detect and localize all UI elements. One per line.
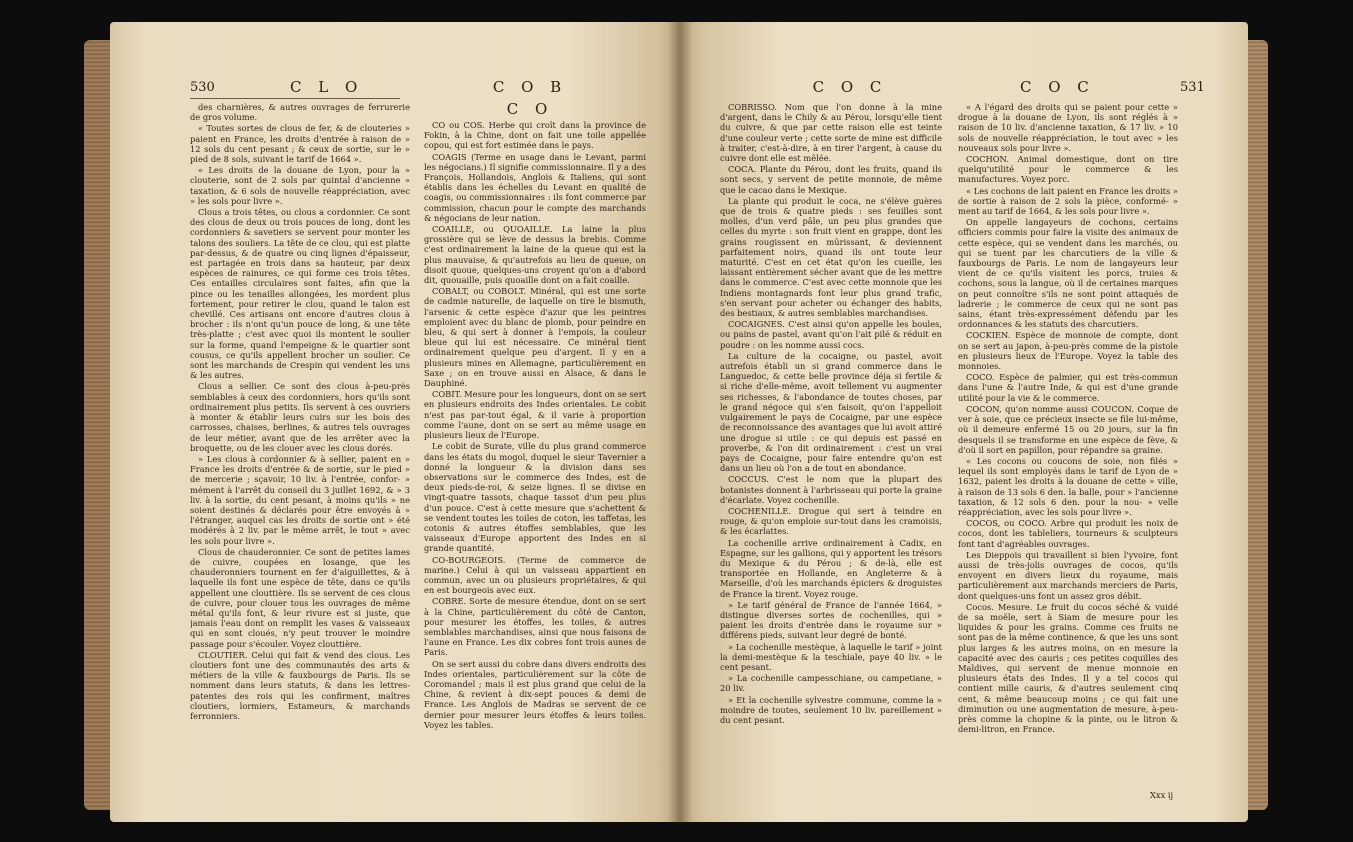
left-col1-paragraph: » Les clous à cordonnier & à sellier, paient en » France les droits d'entrée & de sortie, sur le pied » de mercerie ; sçavoir, 10 liv. à l'entrée, confor- » mément à l'arrêt du conseil du 3 juillet 1692, & » 3 liv. à la sortie, du cent pesant, à moins qu'ils » ne soient destinés & déclarés pour être envoyés à » l'étranger, auquel cas les droits de sortie ont » été modérés à 2 liv. par le même arrêt, le tout » avec les sols pour livre ». (190, 453, 410, 546)
right-col2-paragraph: COCON, qu'on nomme aussi COUCON. Coque de ver à soie, que ce précieux insecte se file lui-même, où il demeure enfermé 15 ou 20 jours, sur la fin desquels il se transforme en une espèce de fève, & d'où il sort en papillon, pour répandre sa graine. (958, 403, 1178, 455)
signature-mark: Xxx ij (1150, 790, 1174, 800)
right-page (680, 22, 1248, 822)
right-col1-paragraph: » Le tarif général de France de l'année 1664, » distingue diverses sortes de cochenilles, qui » paient les droits d'entrée dans le royaume sur » différens pieds, suivant leur degré de bonté. (720, 599, 942, 641)
right-col1-paragraph: COCHENILLE. Drogue qui sert à teindre en rouge, & qu'on emploie sur-tout dans les cramoisis, & les écarlattes. (720, 505, 942, 537)
left-col1-paragraph: Clous a trois têtes, ou clous a cordonnier. Ce sont des clous de deux ou trois pouces de long, dont les cordonniers & savetiers se servent pour monter les talons des souliers. La tête de ce clou, qui est platte par-dessus, & de quatre ou cinq lignes d'épaisseur, est partagée en trois dans sa hauteur, par deux espèces de rainures, ce qui forme ces trois têtes. Ces entailles circulaires sont faites, afin que la pince ou les tenailles allongées, les mordent plus fortement, pour retirer le clou, quand le talon est chevillé. Ces artisans ont encore d'autres clous à brocher : ils n'ont qu'un pouce de long, & une tête très-platte ; c'est avec quoi ils montent le soulier sur la forme, quand l'empeigne & le quartier sont cousus, ce qu'ils appellent brocher un soulier. Ce sont les marchands de Crespin qui vendent les uns & les autres. (190, 207, 410, 381)
left-col2-heading-top: C O B (492, 78, 568, 96)
left-col2-heading-bottom: C O (506, 100, 554, 118)
right-col2-paragraph: Les Dieppois qui travaillent si bien l'yvoire, font aussi de très-jolis ouvrages de cocos, qu'ils envoyent en divers lieux du royaume, mais particulièrement aux marchands merciers de Paris, dont quelques-uns font un assez gros débit. (958, 549, 1178, 601)
right-col1-paragraph: » La cochenille campesschiane, ou campetiane, » 20 liv. (720, 673, 942, 694)
left-head-rule (190, 98, 400, 99)
left-col2-paragraph: COBIT. Mesure pour les longueurs, dont on se sert en plusieurs endroits des Indes orientales. Le cobit n'est pas par-tout égal, & il varie à proportion comme l'aune, dont on se sert au même usage en plusieurs lieux de l'Europe. (424, 389, 646, 441)
right-col1-paragraph: COCA. Plante du Pérou, dont les fruits, quand ils sont secs, y servent de petite monnoie, de même que le cacao dans le Mexique. (720, 164, 942, 195)
right-col2-paragraph: COCKIEN. Espèce de monnoie de compte, dont on se sert au japon, à-peu-près comme de la pistole en plusieurs lieux de l'Europe. Voyez la table des monnoies. (958, 330, 1178, 372)
right-col2-paragraph: COCHON. Animal domestique, dont on tire quelqu'utilité pour le commerce & les manufactures. Voyez porc. (958, 154, 1178, 185)
left-col1-paragraph: « Les droits de la douane de Lyon, pour la » clouterie, sont de 2 sols par quintal d'ancienne » taxation, & 6 sols de nouvelle réappréciation, avec » les sols pour livre ». (190, 165, 410, 206)
right-col1-heading: C O C (812, 78, 888, 96)
right-col1-paragraph: » Et la cochenille sylvestre commune, comme la » moindre de toutes, seulement 10 liv. pareillement » du cent pesant. (720, 694, 942, 725)
right-column-1 (720, 102, 942, 802)
left-col2-paragraph: COBALT, ou COBOLT. Minéral, qui est une sorte de cadmie naturelle, de laquelle on tire le bismuth, l'arsenic & cette espèce d'azur que les peintres emploient avec du blanc de plomb, pour peindre en bleu, & qui sert à donner à l'empois, la couleur bleue qui lui est nécessaire. Ce minéral tient ordinairement quelque peu d'argent. Il y en a plusieurs mines en Allemagne, particulièrement en Saxe ; on en trouve aussi en Alsace, & dans le Dauphiné. (424, 286, 646, 389)
right-col2-paragraph: « Les cocons ou coucons de soie, non filés » lequel ils sont employés dans le tarif de Lyon de » 1632, paient les droits à la douane de cette » ville, à raison de 13 sols 6 den. la balle, pour » l'ancienne taxation, & 12 sols 6 den. pour la nou- » velle réappréciation, avec les sols pour livre ». (958, 455, 1178, 517)
right-col2-paragraph: COCOS, ou COCO. Arbre qui produit les noix de cocos, dont les tableliers, tourneurs & sculpteurs font tant d'agréables ouvrages. (958, 518, 1178, 549)
right-page-number: 531 (1180, 80, 1205, 95)
left-col1-paragraph: des charnières, & autres ouvrages de ferrurerie de gros volume. (190, 102, 410, 123)
right-col2-paragraph: « Les cochons de lait paient en France les droits » de sortie à raison de 2 sols la pièce, conformé- » ment au tarif de 1664, & les sols pour livre ». (958, 185, 1178, 217)
left-col1-paragraph: Clous a sellier. Ce sont des clous à-peu-près semblables à ceux des cordonniers, hors qu'ils sont ordinairement plus petits. Ils servent à ces ouvriers à monter & établir leurs cuirs sur les bois des carrosses, chaises, berlines, & autres tels ouvrages de leur métier, avant que de les arrêter avec la broquette, ou de les clouer avec les clous dorés. (190, 381, 410, 453)
right-col1-paragraph: COCCUS. C'est le nom que la plupart des botanistes donnent à l'arbrisseau qui porte la graine d'écarlate. Voyez cochenille. (720, 474, 942, 505)
left-col2-paragraph: COAILLE, ou QUOAILLE. La laine la plus grossière qui se lève de dessus la brebis. Comme c'est ordinairement la laine de la queue qui est la plus mauvaise, & qu'autrefois au lieu de queue, on disoit quoue, quelques-uns croyent qu'on a d'abord dit, quouaille, puis quoaille dont on a fait coaille. (424, 224, 646, 286)
right-col1-paragraph: COBRISSO. Nom que l'on donne à la mine d'argent, dans le Chily & au Pérou, lorsqu'elle tient du cuivre, & que par cette raison elle est teinte d'une couleur verte ; cette sorte de mine est difficile à traiter, c'est-à-dire, à en tirer l'argent, à cause du cuivre dont elle est mêlée. (720, 102, 942, 164)
right-col1-paragraph: La culture de la cocaigne, ou pastel, avoit autrefois établi un si grand commerce dans le Languedoc, & cette belle province déja si fertile & si riche d'elle-même, avoit tellement vu augmenter ses richesses, & l'abondance de toutes choses, par le grand négoce qui s'en faisoit, qu'on l'appelloit vulgairement le pays de Cocaigne, par une espèce de reconnoissance des avantages que lui avoit attiré une drogue si utile : ce qui depuis est passé en proverbe, & l'on dit ordinairement : c'est un vrai pays de Cocaigne, pour faire entendre qu'on est dans un lieu où l'on a de tout en abondance. (720, 350, 942, 474)
right-column-2 (958, 102, 1178, 784)
right-col1-paragraph: COCAIGNES. C'est ainsi qu'on appelle les boules, ou pains de pastel, avant qu'on l'ait pilé & réduit en poudre : on les nomme aussi cocs. (720, 319, 942, 350)
left-page-number: 530 (190, 80, 215, 95)
left-col2-paragraph: CO ou COS. Herbe qui croît dans la province de Fokin, à la Chine, dont on fait une toile appellée copou, qui est fort estimée dans le pays. (424, 120, 646, 151)
right-page-edges (1246, 40, 1268, 810)
left-page (110, 22, 680, 822)
left-col2-paragraph: COBRE. Sorte de mesure étendue, dont on se sert à la Chine, particulièrement du côté de Canton, pour mesurer les étoffes, les toiles, & autres semblables marchandises, ainsi que nous faisons de l'aune en France. Les dix cobres font trois aunes de Paris. (424, 596, 646, 658)
left-col2-paragraph: CO-BOURGEOIS. (Terme de commerce de marine.) Celui à qui un vaisseau appartient en commun, avec un ou plusieurs propriétaires, & qui en est bourgeois avec eux. (424, 554, 646, 596)
right-col2-paragraph: COCO. Espèce de palmier, qui est très-commun dans l'une & l'autre Inde, & qui est d'une grande utilité pour la vie & le commerce. (958, 372, 1178, 403)
left-running-head: C L O (290, 78, 364, 96)
book-gutter (668, 22, 692, 822)
left-col2-paragraph: COAGIS (Terme en usage dans le Levant, parmi les négocians.) Il signifie commissionnaire. Il y a des François, Hollandois, Anglois & Italiens, qui sont établis dans les échelles du Levant en qualité de coagis, ou commissionnaires : ils font commerce par commission, chacun pour le compte des marchands & négocians de leur nation. (424, 151, 646, 223)
right-col2-paragraph: Cocos. Mesure. Le fruit du cocos séché & vuidé de sa moële, sert à Siam de mesure pour les liquides & pour les grains. Comme ces fruits ne sont pas de la même continence, & que les uns sont plus larges & les autres moins, on en mesure la capacité avec des cauris ; ces petites coquilles des Maldives, qui servent de menue monnoie en plusieurs états des Indes. Il y a tel cocos qui contient mille cauris, & d'autres seulement cinq cent, & même beaucoup moins ; ce qui fait une diminution ou une augmentation de mesure, à-peu-près comme la chopine & la pinte, ou le litron & demi-litron, en France. (958, 601, 1178, 735)
right-col2-paragraph: « A l'égard des droits qui se paient pour cette » drogue à la douane de Lyon, ils sont réglés à » raison de 10 liv. d'ancienne taxation, & 17 liv. » 10 sols de nouvelle réappréciation, le tout avec » les nouveaux sols pour livre ». (958, 102, 1178, 153)
left-column-2 (424, 120, 646, 802)
right-running-head: C O C (1020, 78, 1095, 96)
left-page-edges (84, 40, 112, 810)
left-col1-paragraph: CLOUTIER. Celui qui fait & vend des clous. Les cloutiers font une des communautés des arts & métiers de la ville & fauxbourgs de Paris. Ils se nomment dans leurs statuts, & dans les lettres-patentes des rois qui les confirment, maîtres cloutiers, lormiers, Estameurs, & marchands ferronniers. (190, 649, 410, 721)
right-col1-paragraph: » La cochenille mestèque, à laquelle le tarif » joint la demi-mestèque & la teschiale, paye 40 liv. » le cent pesant. (720, 641, 942, 672)
right-col2-paragraph: On appelle langayeurs de cochons, certains officiers commis pour faire la visite des animaux de cette espèce, qui se vendent dans les marchés, ou qui se tuent par les charcutiers de la ville & fauxbourgs de Paris. Le nom de langayeurs leur vient de ce qu'ils visitent les porcs, truies & cochons, sous la langue, où il de certaines marques on peut connoître s'ils ne sont point attaqués de ladrerie ; le commerce de ceux qui ne sont pas sains, étant très-expressément défendu par les ordonnances & les statuts des charcutiers. (958, 217, 1178, 330)
left-col2-paragraph: Le cobit de Surate, ville du plus grand commerce dans les états du mogol, duquel le sieur Tavernier a donné la longueur & la division dans ses observations sur le commerce des Indes, est de deux pieds-de-roi, & seize lignes. Il se divise en vingt-quatre tassots, chaque tassot d'un peu plus d'un pouce. C'est à cette mesure que s'achettent & se vendent toutes les toiles de coton, les taffetas, les cotonis & autres étoffes semblables, que les vaisseaux d'Europe apportent des Indes en si grande quantité. (424, 441, 646, 554)
left-col1-paragraph: « Toutes sortes de clous de fer, & de clouteries » paient en France, les droits d'entrée à raison de » 12 sols du cent pesant ; & ceux de sortie, sur le » pied de 8 sols, suivant le tarif de 1664 ». (190, 123, 410, 165)
right-col1-paragraph: La cochenille arrive ordinairement à Cadix, en Espagne, sur les gallions, qui y apportent les trésors du Mexique & du Pérou ; & de-là, elle est transportée en Hollande, en Angleterre & à Marseille, d'où les marchands épiciers & droguistes de France la tirent. Voyez rouge. (720, 537, 942, 599)
left-col1-paragraph: Clous de chauderonnier. Ce sont de petites lames de cuivre, coupées en losange, que les chauderonniers tournent en fer d'aiguillettes, & à laquelle ils font une espèce de tête, dans ce qu'ils appellent une clouttière. Ils se servent de ces clous de cuivre, pour clouer tous les ouvrages de même métal qu'ils font, & leur rivure est si juste, que jamais l'eau dont on remplit les vases & vaisseaux qui en sont cloués, n'y peut trouver le moindre passage pour s'écouler. Voyez clouttière. (190, 546, 410, 649)
left-col2-paragraph: On se sert aussi du cobre dans divers endroits des Indes orientales, particulièrement sur la côte de Coromandel ; mais il est plus grand que celui de la Chine, & revient à dix-sept pouces & demi de France. Les Anglois de Madras se servent de ce dernier pour mesurer leurs étoffes & leurs toiles. Voyez les tables. (424, 658, 646, 730)
left-column-1 (190, 102, 410, 802)
right-col1-paragraph: La plante qui produit le coca, ne s'élève guères que de trois & quatre pieds : ses feuilles sont molles, d'un verd pâle, un peu plus grandes que celles du myrte : son fruit vient en grappe, dont les grains rougissent en mûrissant, & deviennent parfaitement noirs, quand ils ont toute leur maturité. C'est en cet état qu'on les cueille, les laissant entièrement sécher avant que de les mettre dans le commerce. C'est avec cette monnoie que les Indiens montagnards font leur plus grand trafic, s'en servant pour acheter ou échanger des habits, des bestiaux, & autres semblables marchandises. (720, 195, 942, 319)
